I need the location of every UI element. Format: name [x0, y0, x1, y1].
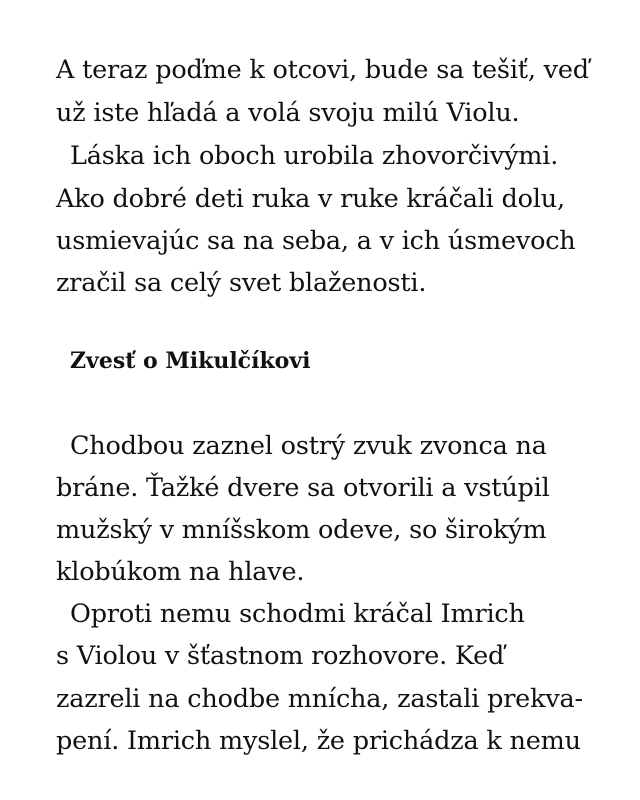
text-line: Chodbou zaznel ostrý zvuk zvonca na	[70, 431, 547, 461]
text-line: klobúkom na hlave.	[56, 557, 305, 587]
text-line: Láska ich oboch urobila zhovorčivými.	[70, 141, 559, 171]
section-heading: Zvesť o Mikulčíkovi	[70, 348, 311, 374]
text-line: s Violou v šťastnom rozhovore. Keď	[56, 641, 505, 671]
text-line: mužský v mníšskom odeve, so širokým	[56, 515, 547, 545]
text-line: usmievajúc sa na seba, a v ich úsmevoch	[56, 226, 576, 256]
text-line: Oproti nemu schodmi kráčal Imrich	[70, 599, 525, 629]
text-line: Ako dobré deti ruka v ruke kráčali dolu,	[56, 184, 565, 214]
text-line: zazreli na chodbe mnícha, zastali prekva-	[56, 684, 583, 714]
text-line: pení. Imrich myslel, že prichádza k nemu	[56, 726, 581, 756]
text-line: bráne. Ťažké dvere sa otvorili a vstúpil	[56, 473, 550, 503]
text-line: už iste hľadá a volá svoju milú Violu.	[56, 98, 520, 128]
text-line: zračil sa celý svet blaženosti.	[56, 268, 427, 298]
text-line: A teraz poďme k otcovi, bude sa tešiť, veď	[56, 55, 589, 85]
